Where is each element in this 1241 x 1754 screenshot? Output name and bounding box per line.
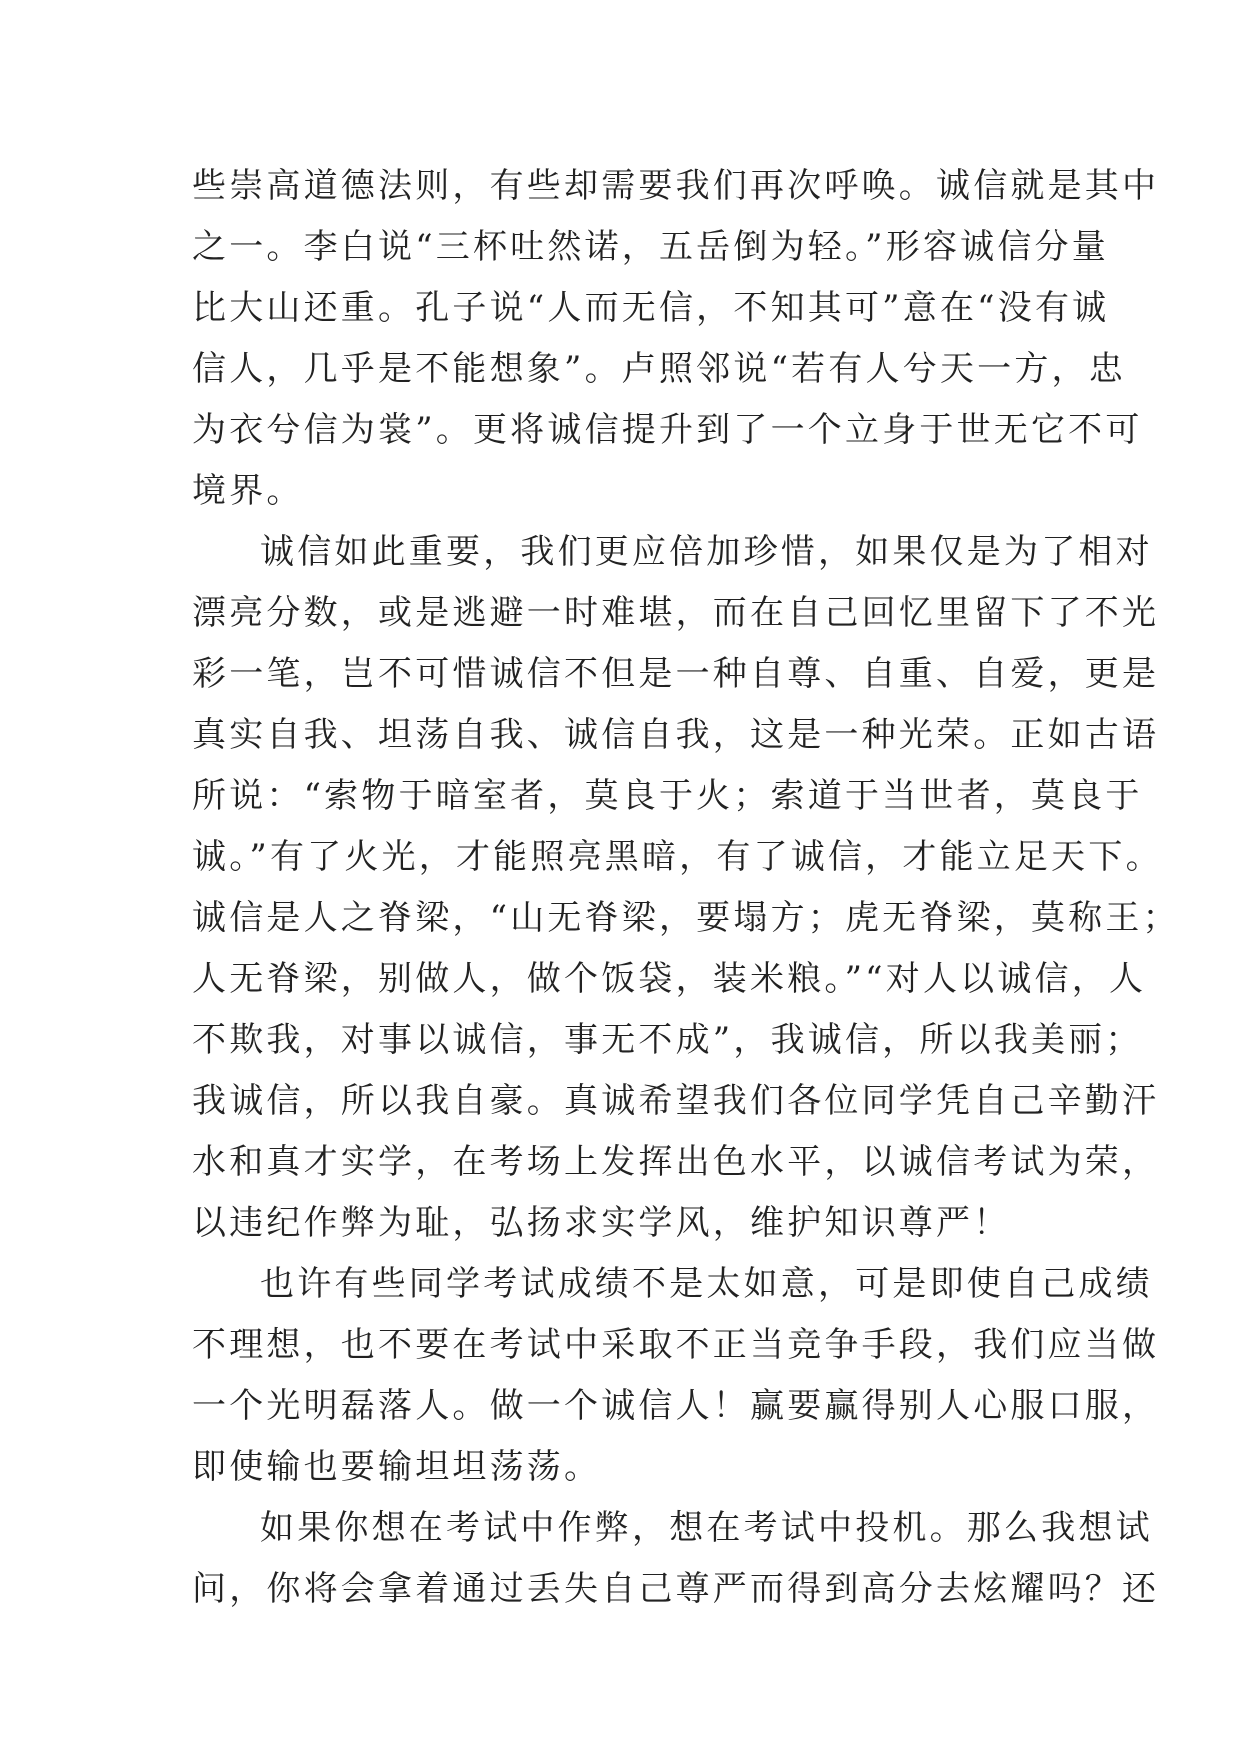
text-line: 水和真才实学，在考场上发挥出色水平，以诚信考试为荣，: [192, 1142, 1160, 1182]
text-line: 也许有些同学考试成绩不是太如意，可是即使自己成绩: [260, 1264, 1153, 1304]
text-line: 诚信是人之脊梁，“山无脊梁，要塌方；虎无脊梁，莫称王；: [192, 898, 1180, 938]
text-line: 诚信如此重要，我们更应倍加珍惜，如果仅是为了相对: [260, 532, 1153, 572]
text-line: 以违纪作弊为耻，弘扬求实学风，维护知识尊严！: [192, 1203, 1011, 1243]
text-line: 漂亮分数，或是逃避一时难堪，而在自己回忆里留下了不光: [192, 593, 1160, 633]
document-body: [192, 156, 1180, 1620]
text-line: 我诚信，所以我自豪。真诚希望我们各位同学凭自己辛勤汗: [192, 1081, 1160, 1121]
text-line: 所说：“索物于暗室者，莫良于火；索道于当世者，莫良于: [192, 776, 1143, 816]
text-line: 不欺我，对事以诚信，事无不成”，我诚信，所以我美丽；: [192, 1020, 1143, 1060]
text-line: 比大山还重。孔子说“人而无信，不知其可”意在“没有诚: [192, 288, 1110, 328]
text-line: 些崇高道德法则，有些却需要我们再次呼唤。诚信就是其中: [192, 166, 1160, 206]
text-line: 境界。: [192, 471, 304, 511]
text-line: 不理想，也不要在考试中采取不正当竞争手段，我们应当做: [192, 1325, 1160, 1365]
text-line: 问，你将会拿着通过丢失自己尊严而得到高分去炫耀吗？还: [192, 1569, 1160, 1609]
text-line: 之一。李白说“三杯吐然诺，五岳倒为轻。”形容诚信分量: [192, 227, 1109, 267]
text-line: 即使输也要输坦坦荡荡。: [192, 1447, 602, 1487]
text-line: 人无脊梁，别做人，做个饭袋，装米粮。”“对人以诚信，人: [192, 959, 1147, 999]
text-line: 为衣兮信为裳”。更将诚信提升到了一个立身于世无它不可: [192, 410, 1143, 450]
text-line: 信人，几乎是不能想象”。卢照邻说“若有人兮天一方，忠: [192, 349, 1126, 389]
text-line: 真实自我、坦荡自我、诚信自我，这是一种光荣。正如古语: [192, 715, 1160, 755]
text-line: 诚。”有了火光，才能照亮黑暗，有了诚信，才能立足天下。: [192, 837, 1163, 877]
text-line: 如果你想在考试中作弊，想在考试中投机。那么我想试: [260, 1508, 1153, 1548]
text-line: 彩一笔，岂不可惜诚信不但是一种自尊、自重、自爱，更是: [192, 654, 1160, 694]
text-line: 一个光明磊落人。做一个诚信人！赢要赢得别人心服口服，: [192, 1386, 1160, 1426]
